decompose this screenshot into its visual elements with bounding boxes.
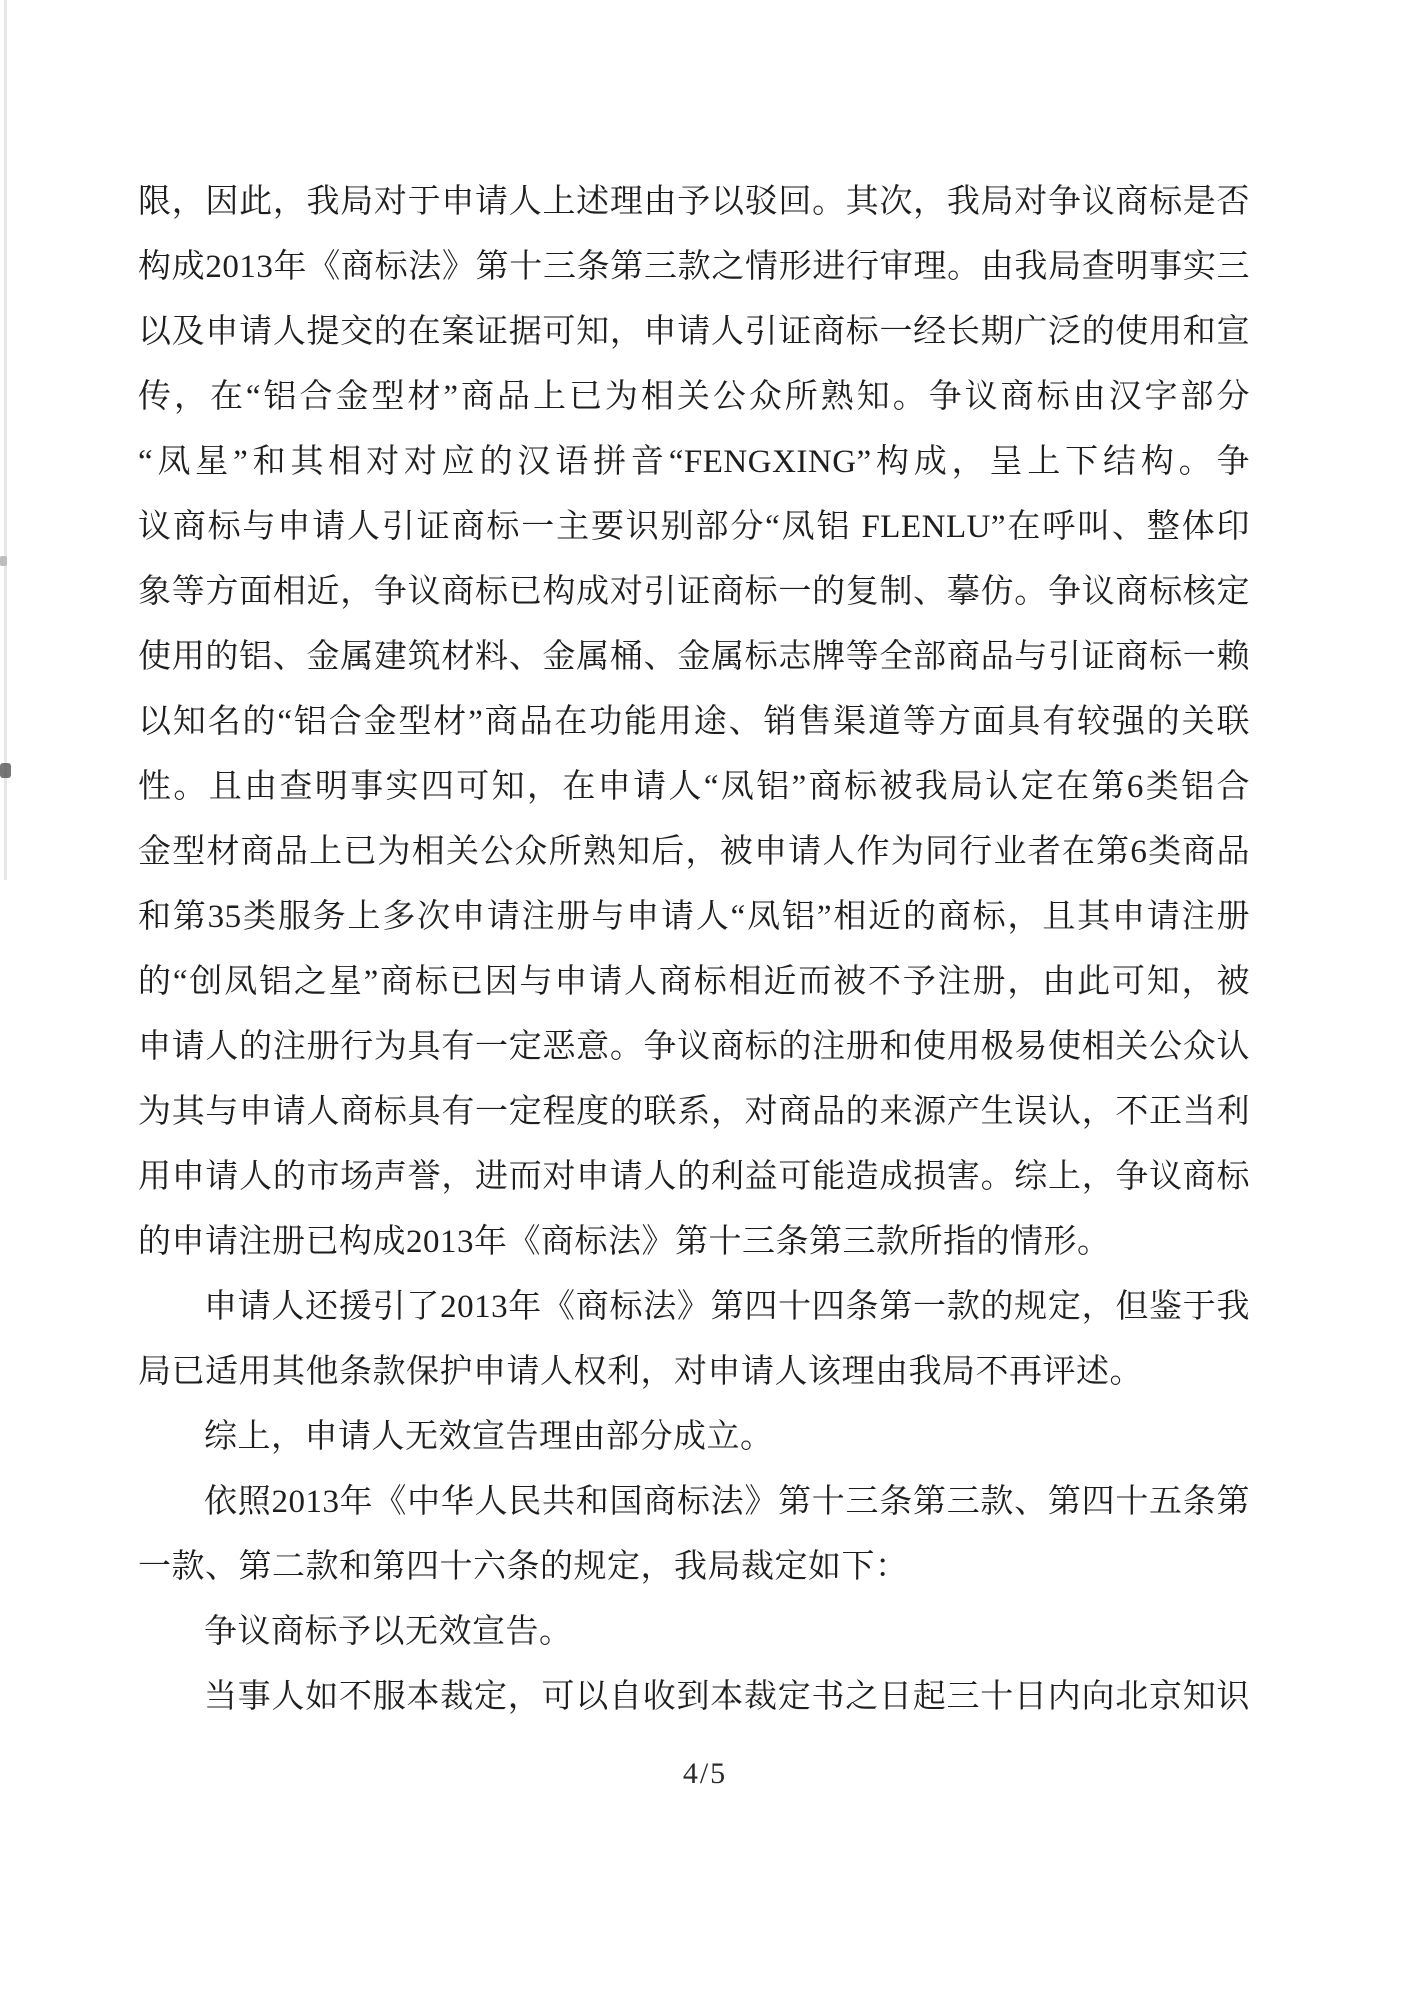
text-line: 的申请注册已构成2013年《商标法》第十三条第三款所指的情形。 [138,1224,1111,1260]
text-line: 议商标与申请人引证商标一主要识别部分“凤铝 FLENLU”在呼叫、整体印 [138,509,1250,545]
text-line: 申请人的注册行为具有一定恶意。争议商标的注册和使用极易使相关公众认 [138,1029,1250,1065]
text-line: 争议商标予以无效宣告。 [204,1614,573,1650]
scan-smudge-light [0,556,7,566]
text-line: 限，因此，我局对于申请人上述理由予以驳回。其次，我局对争议商标是否 [138,184,1250,220]
text-line: 用申请人的市场声誉，进而对申请人的利益可能造成损害。综上，争议商标 [138,1159,1250,1195]
text-line: 使用的铝、金属建筑材料、金属桶、金属标志牌等全部商品与引证商标一赖 [138,639,1250,675]
text-line: 构成2013年《商标法》第十三条第三款之情形进行审理。由我局查明事实三 [138,249,1250,285]
text-line: “凤星”和其相对对应的汉语拼音“FENGXING”构成，呈上下结构。争 [138,444,1250,480]
text-line: 当事人如不服本裁定，可以自收到本裁定书之日起三十日内向北京知识 [204,1679,1250,1715]
text-line: 以及申请人提交的在案证据可知，申请人引证商标一经长期广泛的使用和宣 [138,314,1250,350]
text-line: 金型材商品上已为相关公众所熟知后，被申请人作为同行业者在第6类商品 [138,834,1250,870]
scan-edge-artifact [4,0,7,880]
text-line: 局已适用其他条款保护申请人权利，对申请人该理由我局不再评述。 [138,1354,1143,1390]
text-line: 象等方面相近，争议商标已构成对引证商标一的复制、摹仿。争议商标核定 [138,574,1250,610]
text-line: 性。且由查明事实四可知，在申请人“凤铝”商标被我局认定在第6类铝合 [138,769,1250,805]
text-line: 一款、第二款和第四十六条的规定，我局裁定如下： [138,1549,909,1585]
page-number: 4/5 [682,1757,728,1790]
text-line: 申请人还援引了2013年《商标法》第四十四条第一款的规定，但鉴于我 [204,1289,1250,1325]
text-line: 以知名的“铝合金型材”商品在功能用途、销售渠道等方面具有较强的关联 [138,704,1250,740]
text-line: 传，在“铝合金型材”商品上已为相关公众所熟知。争议商标由汉字部分 [138,379,1250,415]
text-line: 的“创凤铝之星”商标已因与申请人商标相近而被不予注册，由此可知，被 [138,964,1250,1000]
text-line: 和第35类服务上多次申请注册与申请人“凤铝”相近的商标，且其申请注册 [138,899,1250,935]
text-line: 综上，申请人无效宣告理由部分成立。 [204,1419,774,1455]
document-lines [138,170,1250,1730]
text-line: 为其与申请人商标具有一定程度的联系，对商品的来源产生误认，不正当利 [138,1094,1250,1130]
scan-smudge-dark [0,763,11,778]
text-line: 依照2013年《中华人民共和国商标法》第十三条第三款、第四十五条第 [204,1484,1250,1520]
